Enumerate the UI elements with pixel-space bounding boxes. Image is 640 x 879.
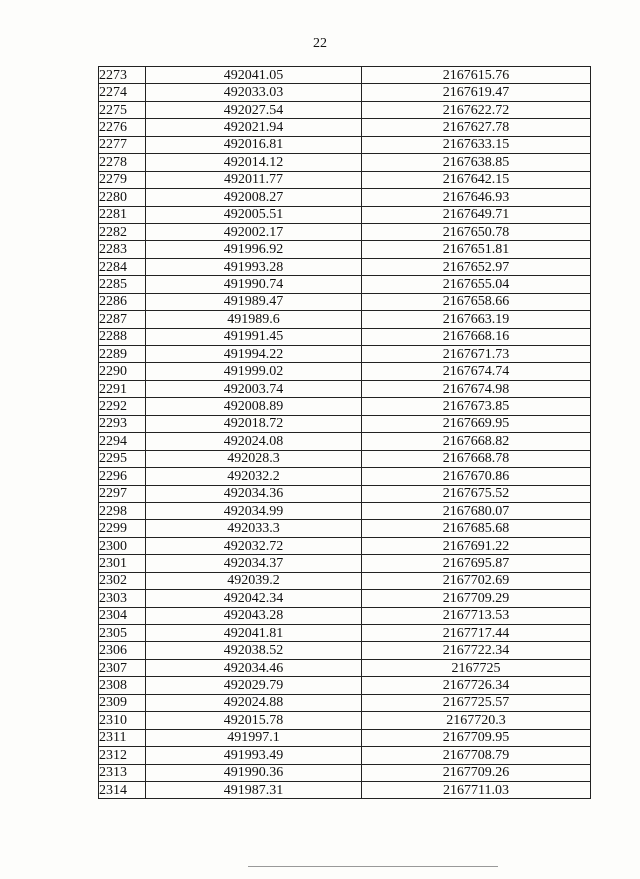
x-coordinate-cell: 492003.74 xyxy=(146,380,362,397)
x-coordinate-cell: 491993.49 xyxy=(146,747,362,764)
x-coordinate-cell: 492008.89 xyxy=(146,398,362,415)
y-coordinate-cell: 2167669.95 xyxy=(362,415,591,432)
point-number-cell: 2273 xyxy=(99,67,146,84)
table-row xyxy=(99,520,591,537)
x-coordinate-cell: 492021.94 xyxy=(146,119,362,136)
x-coordinate-cell: 492024.08 xyxy=(146,433,362,450)
y-coordinate-cell: 2167695.87 xyxy=(362,555,591,572)
point-number-cell: 2295 xyxy=(99,450,146,467)
y-coordinate-cell: 2167709.26 xyxy=(362,764,591,781)
table-row xyxy=(99,258,591,275)
point-number-cell: 2278 xyxy=(99,154,146,171)
y-coordinate-cell: 2167646.93 xyxy=(362,189,591,206)
x-coordinate-cell: 492029.79 xyxy=(146,677,362,694)
table-row xyxy=(99,781,591,798)
point-number-cell: 2288 xyxy=(99,328,146,345)
table-row xyxy=(99,694,591,711)
x-coordinate-cell: 492014.12 xyxy=(146,154,362,171)
y-coordinate-cell: 2167725.57 xyxy=(362,694,591,711)
x-coordinate-cell: 492034.36 xyxy=(146,485,362,502)
x-coordinate-cell: 491987.31 xyxy=(146,781,362,798)
point-number-cell: 2275 xyxy=(99,101,146,118)
x-coordinate-cell: 492041.05 xyxy=(146,67,362,84)
point-number-cell: 2305 xyxy=(99,625,146,642)
point-number-cell: 2306 xyxy=(99,642,146,659)
y-coordinate-cell: 2167670.86 xyxy=(362,468,591,485)
x-coordinate-cell: 492011.77 xyxy=(146,171,362,188)
y-coordinate-cell: 2167655.04 xyxy=(362,276,591,293)
y-coordinate-cell: 2167651.81 xyxy=(362,241,591,258)
table-row xyxy=(99,189,591,206)
x-coordinate-cell: 492002.17 xyxy=(146,223,362,240)
x-coordinate-cell: 492032.2 xyxy=(146,468,362,485)
table-row xyxy=(99,293,591,310)
y-coordinate-cell: 2167711.03 xyxy=(362,781,591,798)
y-coordinate-cell: 2167627.78 xyxy=(362,119,591,136)
point-number-cell: 2274 xyxy=(99,84,146,101)
table-row xyxy=(99,67,591,84)
table-row xyxy=(99,398,591,415)
table-row xyxy=(99,101,591,118)
y-coordinate-cell: 2167726.34 xyxy=(362,677,591,694)
table-row xyxy=(99,363,591,380)
y-coordinate-cell: 2167675.52 xyxy=(362,485,591,502)
y-coordinate-cell: 2167708.79 xyxy=(362,747,591,764)
point-number-cell: 2281 xyxy=(99,206,146,223)
point-number-cell: 2294 xyxy=(99,433,146,450)
point-number-cell: 2301 xyxy=(99,555,146,572)
y-coordinate-cell: 2167673.85 xyxy=(362,398,591,415)
x-coordinate-cell: 492034.37 xyxy=(146,555,362,572)
x-coordinate-cell: 492018.72 xyxy=(146,415,362,432)
table-row xyxy=(99,764,591,781)
table-row xyxy=(99,590,591,607)
point-number-cell: 2285 xyxy=(99,276,146,293)
x-coordinate-cell: 492041.81 xyxy=(146,625,362,642)
x-coordinate-cell: 492033.03 xyxy=(146,84,362,101)
y-coordinate-cell: 2167658.66 xyxy=(362,293,591,310)
x-coordinate-cell: 492008.27 xyxy=(146,189,362,206)
x-coordinate-cell: 491990.74 xyxy=(146,276,362,293)
y-coordinate-cell: 2167685.68 xyxy=(362,520,591,537)
x-coordinate-cell: 492034.46 xyxy=(146,659,362,676)
point-number-cell: 2291 xyxy=(99,380,146,397)
point-number-cell: 2297 xyxy=(99,485,146,502)
table-row xyxy=(99,712,591,729)
y-coordinate-cell: 2167702.69 xyxy=(362,572,591,589)
point-number-cell: 2303 xyxy=(99,590,146,607)
x-coordinate-cell: 491996.92 xyxy=(146,241,362,258)
y-coordinate-cell: 2167642.15 xyxy=(362,171,591,188)
table-row xyxy=(99,415,591,432)
x-coordinate-cell: 492038.52 xyxy=(146,642,362,659)
point-number-cell: 2296 xyxy=(99,468,146,485)
table-row xyxy=(99,433,591,450)
point-number-cell: 2302 xyxy=(99,572,146,589)
x-coordinate-cell: 491994.22 xyxy=(146,346,362,363)
table-row xyxy=(99,677,591,694)
y-coordinate-cell: 2167671.73 xyxy=(362,346,591,363)
y-coordinate-cell: 2167720.3 xyxy=(362,712,591,729)
point-number-cell: 2286 xyxy=(99,293,146,310)
point-number-cell: 2299 xyxy=(99,520,146,537)
y-coordinate-cell: 2167615.76 xyxy=(362,67,591,84)
y-coordinate-cell: 2167650.78 xyxy=(362,223,591,240)
y-coordinate-cell: 2167680.07 xyxy=(362,502,591,519)
x-coordinate-cell: 492043.28 xyxy=(146,607,362,624)
y-coordinate-cell: 2167649.71 xyxy=(362,206,591,223)
x-coordinate-cell: 492032.72 xyxy=(146,537,362,554)
table-row xyxy=(99,136,591,153)
y-coordinate-cell: 2167663.19 xyxy=(362,311,591,328)
point-number-cell: 2276 xyxy=(99,119,146,136)
x-coordinate-cell: 492027.54 xyxy=(146,101,362,118)
table-row xyxy=(99,729,591,746)
point-number-cell: 2284 xyxy=(99,258,146,275)
y-coordinate-cell: 2167619.47 xyxy=(362,84,591,101)
table-row xyxy=(99,625,591,642)
y-coordinate-cell: 2167709.95 xyxy=(362,729,591,746)
x-coordinate-cell: 492016.81 xyxy=(146,136,362,153)
table-row xyxy=(99,537,591,554)
bottom-rule xyxy=(248,866,498,867)
x-coordinate-cell: 492028.3 xyxy=(146,450,362,467)
x-coordinate-cell: 491990.36 xyxy=(146,764,362,781)
table-row xyxy=(99,171,591,188)
point-number-cell: 2282 xyxy=(99,223,146,240)
x-coordinate-cell: 492024.88 xyxy=(146,694,362,711)
table-row xyxy=(99,206,591,223)
x-coordinate-cell: 491997.1 xyxy=(146,729,362,746)
x-coordinate-cell: 492005.51 xyxy=(146,206,362,223)
table-row xyxy=(99,450,591,467)
point-number-cell: 2311 xyxy=(99,729,146,746)
point-number-cell: 2293 xyxy=(99,415,146,432)
y-coordinate-cell: 2167717.44 xyxy=(362,625,591,642)
x-coordinate-cell: 492015.78 xyxy=(146,712,362,729)
table-row xyxy=(99,154,591,171)
x-coordinate-cell: 491991.45 xyxy=(146,328,362,345)
table-row xyxy=(99,241,591,258)
point-number-cell: 2292 xyxy=(99,398,146,415)
point-number-cell: 2304 xyxy=(99,607,146,624)
point-number-cell: 2279 xyxy=(99,171,146,188)
table-row xyxy=(99,380,591,397)
table-row xyxy=(99,555,591,572)
table-row xyxy=(99,642,591,659)
x-coordinate-cell: 492033.3 xyxy=(146,520,362,537)
y-coordinate-cell: 2167691.22 xyxy=(362,537,591,554)
table-row xyxy=(99,607,591,624)
y-coordinate-cell: 2167668.78 xyxy=(362,450,591,467)
y-coordinate-cell: 2167713.53 xyxy=(362,607,591,624)
table-row xyxy=(99,311,591,328)
point-number-cell: 2283 xyxy=(99,241,146,258)
point-number-cell: 2309 xyxy=(99,694,146,711)
y-coordinate-cell: 2167668.82 xyxy=(362,433,591,450)
x-coordinate-cell: 492039.2 xyxy=(146,572,362,589)
x-coordinate-cell: 491999.02 xyxy=(146,363,362,380)
point-number-cell: 2307 xyxy=(99,659,146,676)
point-number-cell: 2312 xyxy=(99,747,146,764)
point-number-cell: 2308 xyxy=(99,677,146,694)
table-row xyxy=(99,468,591,485)
x-coordinate-cell: 492042.34 xyxy=(146,590,362,607)
point-number-cell: 2300 xyxy=(99,537,146,554)
table-row xyxy=(99,119,591,136)
y-coordinate-cell: 2167638.85 xyxy=(362,154,591,171)
point-number-cell: 2314 xyxy=(99,781,146,798)
y-coordinate-cell: 2167622.72 xyxy=(362,101,591,118)
y-coordinate-cell: 2167722.34 xyxy=(362,642,591,659)
point-number-cell: 2280 xyxy=(99,189,146,206)
x-coordinate-cell: 491989.6 xyxy=(146,311,362,328)
y-coordinate-cell: 2167725 xyxy=(362,659,591,676)
point-number-cell: 2313 xyxy=(99,764,146,781)
y-coordinate-cell: 2167674.74 xyxy=(362,363,591,380)
x-coordinate-cell: 491989.47 xyxy=(146,293,362,310)
table-row xyxy=(99,659,591,676)
coordinates-table xyxy=(98,66,591,799)
point-number-cell: 2277 xyxy=(99,136,146,153)
point-number-cell: 2289 xyxy=(99,346,146,363)
table-row xyxy=(99,572,591,589)
table-row xyxy=(99,346,591,363)
y-coordinate-cell: 2167668.16 xyxy=(362,328,591,345)
table-row xyxy=(99,84,591,101)
y-coordinate-cell: 2167633.15 xyxy=(362,136,591,153)
table-row xyxy=(99,502,591,519)
y-coordinate-cell: 2167652.97 xyxy=(362,258,591,275)
table-row xyxy=(99,485,591,502)
y-coordinate-cell: 2167674.98 xyxy=(362,380,591,397)
table-row xyxy=(99,328,591,345)
x-coordinate-cell: 492034.99 xyxy=(146,502,362,519)
point-number-cell: 2290 xyxy=(99,363,146,380)
point-number-cell: 2310 xyxy=(99,712,146,729)
point-number-cell: 2298 xyxy=(99,502,146,519)
y-coordinate-cell: 2167709.29 xyxy=(362,590,591,607)
x-coordinate-cell: 491993.28 xyxy=(146,258,362,275)
table-row xyxy=(99,223,591,240)
table-row xyxy=(99,276,591,293)
point-number-cell: 2287 xyxy=(99,311,146,328)
table-row xyxy=(99,747,591,764)
coordinates-table-body xyxy=(99,67,591,799)
page-number: 22 xyxy=(313,36,327,51)
